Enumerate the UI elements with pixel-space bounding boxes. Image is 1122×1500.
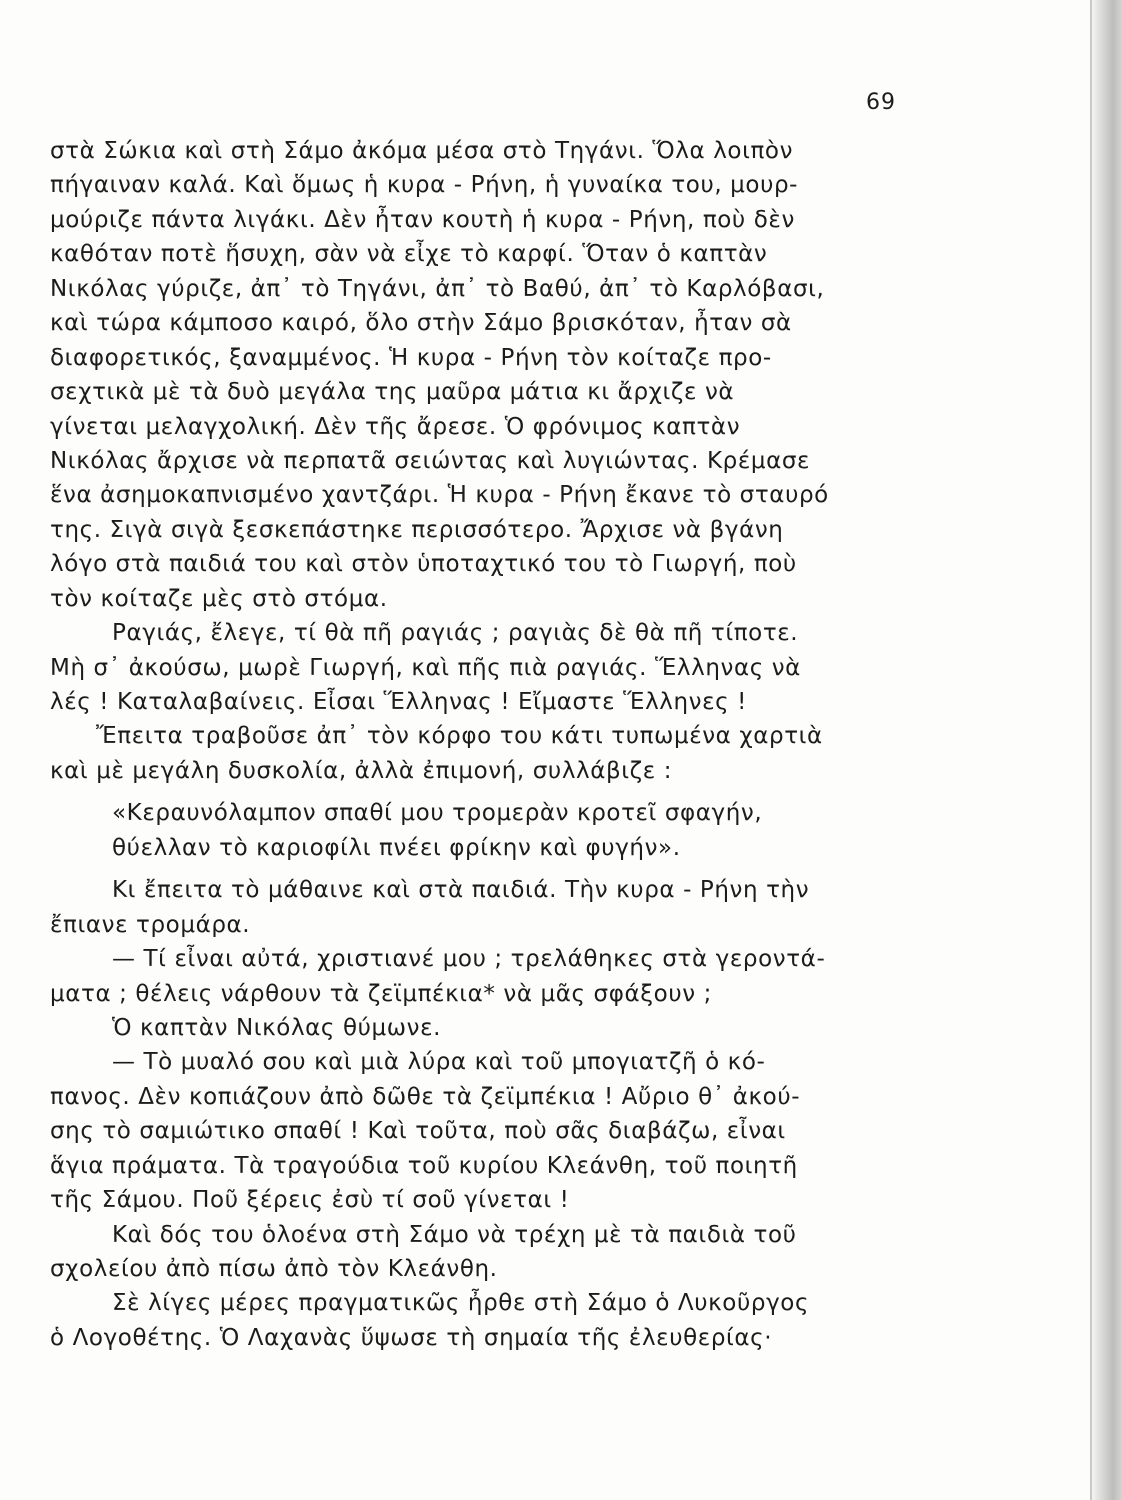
dialogue-line: — Τί εἶναι αὐτά, χριστιανέ μου ; τρελάθηκες στὰ γεροντά- <box>112 946 826 973</box>
text-line: καὶ τώρα κάμποσο καιρό, ὅλο στὴν Σάμο βρισκόταν, ἦταν σὰ <box>50 310 792 337</box>
text-line: ἕνα ἀσημοκαπνισμένο χαντζάρι. Ἡ κυρα - Ρήνη ἔκανε τὸ σταυρό <box>50 482 829 509</box>
text-line: μούριζε πάντα λιγάκι. Δὲν ἦταν κουτὴ ἡ κυρα - Ρήνη, ποὺ δὲν <box>50 206 795 233</box>
text-line: Νικόλας ἄρχισε νὰ περπατᾶ σειώντας καὶ λυγιώντας. Κρέμασε <box>50 447 811 474</box>
text-line: Νικόλας γύριζε, ἀπ᾿ τὸ Τηγάνι, ἀπ᾿ τὸ Βαθύ, ἀπ᾿ τὸ Καρλόβασι, <box>50 275 825 302</box>
dialogue-line: — Τὸ μυαλό σου καὶ μιὰ λύρα καὶ τοῦ μπογιατζῆ ὁ κό- <box>112 1049 766 1076</box>
paragraph-start: Ραγιάς, ἔλεγε, τί θὰ πῆ ραγιάς ; ραγιὰς δὲ θὰ πῆ τίποτε. <box>112 620 799 647</box>
text-line: ἅγια πράματα. Τὰ τραγούδια τοῦ κυρίου Κλεάνθη, τοῦ ποιητῆ <box>50 1152 798 1179</box>
text-line: λές ! Καταλαβαίνεις. Εἶσαι Ἕλληνας ! Εἴμαστε Ἕλληνες ! <box>50 689 747 715</box>
text-line: στὰ Σώκια καὶ στὴ Σάμο ἀκόμα μέσα στὸ Τηγάνι. Ὅλα λοιπὸν <box>50 138 794 164</box>
text-line: πανος. Δὲν κοπιάζουν ἀπὸ δῶθε τὰ ζεϊμπέκια ! Αὔριο θ᾿ ἀκού- <box>50 1083 801 1110</box>
text-line: τῆς Σάμου. Ποῦ ξέρεις ἐσὺ τί σοῦ γίνεται ! <box>50 1187 570 1214</box>
paragraph-start: Καὶ δός του ὁλοένα στὴ Σάμο νὰ τρέχη μὲ τὰ παιδιὰ τοῦ <box>112 1221 797 1248</box>
text-line: σχολείου ἀπὸ πίσω ἀπὸ τὸν Κλεάνθη. <box>50 1256 498 1282</box>
text-line: ἔπιανε τρομάρα. <box>50 911 251 938</box>
text-line: λόγο στὰ παιδιά του καὶ στὸν ὑποταχτικό του τὸ Γιωργή, ποὺ <box>50 551 797 578</box>
text-line: τὸν κοίταζε μὲς στὸ στόμα. <box>50 585 388 612</box>
text-line: καθόταν ποτὲ ἥσυχη, σὰν νὰ εἶχε τὸ καρφί. Ὅταν ὁ καπτὰν <box>50 241 768 268</box>
paragraph-start: Κι ἔπειτα τὸ μάθαινε καὶ στὰ παιδιά. Τὴν κυρα - Ρήνη τὴν <box>112 877 810 904</box>
page-edge-shadow <box>1092 0 1122 1500</box>
paragraph-start: Ὁ καπτὰν Νικόλας θύμωνε. <box>112 1014 442 1041</box>
text-line: διαφορετικός, ξαναμμένος. Ἡ κυρα - Ρήνη τὸν κοίταζε προ- <box>50 344 772 371</box>
text-line: ματα ; θέλεις νάρθουν τὰ ζεϊμπέκια* νὰ μᾶς σφάξουν ; <box>50 980 712 1007</box>
text-line: της. Σιγὰ σιγὰ ξεσκεπάστηκε περισσότερο. Ἄρχισε νὰ βγάνη <box>50 516 784 543</box>
paragraph-start: Ἔπειτα τραβοῦσε ἀπ᾿ τὸν κόρφο του κάτι τυπωμένα χαρτιὰ <box>96 723 823 750</box>
text-line: ὁ Λογοθέτης. Ὁ Λαχανὰς ὕψωσε τὴ σημαία τῆς ἐλευθερίας· <box>50 1324 773 1351</box>
verse-line: «Κεραυνόλαμπον σπαθί μου τρομερὰν κροτεῖ σφαγήν, <box>112 800 763 827</box>
text-line: πήγαιναν καλά. Καὶ ὅμως ἡ κυρα - Ρήνη, ἡ γυναίκα του, μουρ- <box>50 172 799 199</box>
paragraph-start: Σὲ λίγες μέρες πραγματικῶς ἦρθε στὴ Σάμο ὁ Λυκοῦργος <box>112 1290 810 1317</box>
text-line: Μὴ σ᾿ ἀκούσω, μωρὲ Γιωργή, καὶ πῆς πιὰ ραγιάς. Ἕλληνας νὰ <box>50 654 801 681</box>
text-line: καὶ μὲ μεγάλη δυσκολία, ἀλλὰ ἐπιμονή, συλλάβιζε : <box>50 757 673 784</box>
text-line: σης τὸ σαμιώτικο σπαθί ! Καὶ τοῦτα, ποὺ σᾶς διαβάζω, εἶναι <box>50 1118 786 1145</box>
verse-line: θύελλαν τὸ καριοφίλι πνέει φρίκην καὶ φυγήν». <box>112 834 681 861</box>
text-line: γίνεται μελαγχολική. Δὲν τῆς ἄρεσε. Ὁ φρόνιμος καπτὰν <box>50 413 741 440</box>
page-number: 69 <box>866 90 896 115</box>
body-text <box>50 134 1090 1355</box>
text-line: σεχτικὰ μὲ τὰ δυὸ μεγάλα της μαῦρα μάτια κι ἄρχιζε νὰ <box>50 379 735 406</box>
